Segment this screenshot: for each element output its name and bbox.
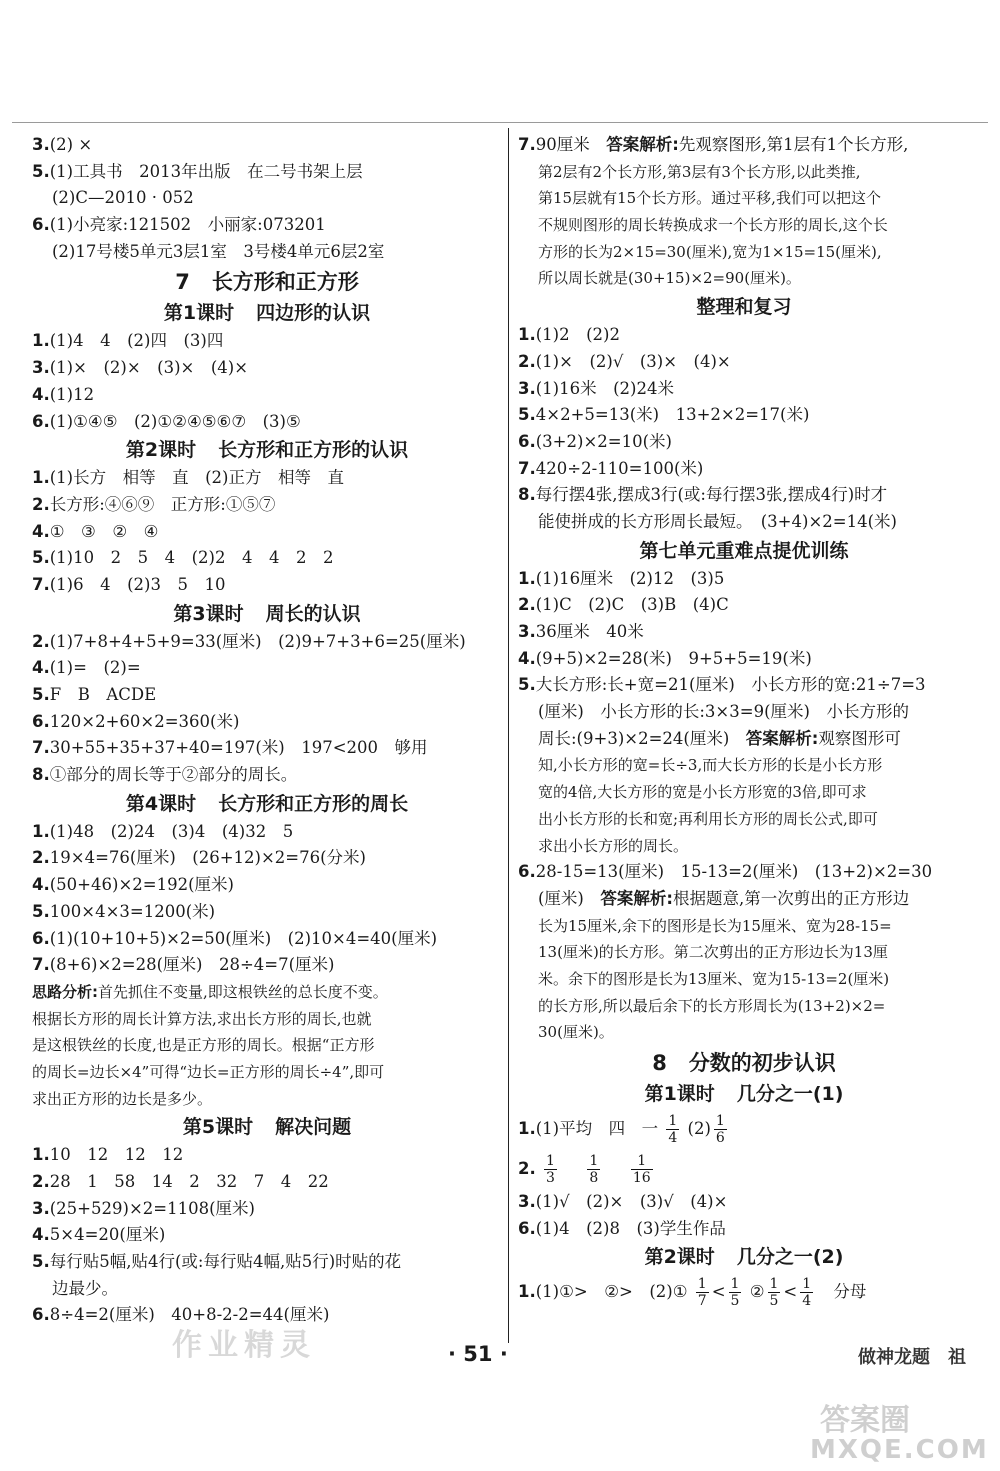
answer-line: 7.30+55+35+37+40=197(米) 197<200 够用 <box>32 738 428 758</box>
answer-line: 能使拼成的长方形周长最短。 (3+4)×2=14(米) <box>538 511 897 531</box>
right-column <box>518 132 970 1312</box>
answer-line: 2.(1)7+8+4+5+9=33(厘米) (2)9+7+3+6=25(厘米) <box>32 631 466 651</box>
watermark: 作业精灵 <box>172 1328 316 1363</box>
section-heading: 第七单元重难点提优训练 <box>639 539 849 562</box>
answer-line: 1.(1)①> ②> (2)① $\frac{1}{7}$ < $\frac{1}{5}$ ② $\frac{1}{5}$ < $\frac{1}{4}$ 分母 <box>518 1276 867 1310</box>
analysis-note: 方形的长为2×15=30(厘米),宽为1×15=15(厘米), <box>538 242 882 261</box>
answer-line: 4.5×4=20(厘米) <box>32 1225 166 1245</box>
analysis-note: 不规则图形的周长转换成求一个长方形的周长,这个长 <box>538 216 888 235</box>
analysis-note: 的周长=边长×4”可得“边长=正方形的周长÷4”,即可 <box>32 1062 385 1081</box>
analysis-note: 所以周长就是(30+15)×2=90(厘米)。 <box>538 269 801 288</box>
analysis-note: 的长方形,所以最后余下的长方形周长为(13+2)×2= <box>538 996 886 1015</box>
watermark: 答案圈 <box>820 1403 910 1438</box>
answer-line: 5.4×2+5=13(米) 13+2×2=17(米) <box>518 405 810 425</box>
answer-line: 6.(3+2)×2=10(米) <box>518 431 672 451</box>
analysis-note: 第15层就有15个长方形。通过平移,我们可以把这个 <box>538 189 881 208</box>
fraction: $\frac{1}{8}$ <box>589 1153 599 1186</box>
lesson-heading: 第3课时 周长的认识 <box>173 602 361 625</box>
fraction: $\frac{1}{5}$ <box>769 1276 779 1310</box>
answer-line: 2.(1)C (2)C (3)B (4)C <box>518 595 729 615</box>
lesson-heading: 第4课时 长方形和正方形的周长 <box>125 792 409 815</box>
answer-line: 1.(1)平均 四 一 $\frac{1}{4}$ (2) $\frac{1}{6}$ <box>518 1113 725 1146</box>
answer-line: 3.(2) × <box>32 135 93 154</box>
answer-line: 4.(9+5)×2=28(米) 9+5+5=19(米) <box>518 648 812 668</box>
header-rule <box>12 122 988 123</box>
fraction: $\frac{1}{5}$ <box>730 1276 740 1310</box>
analysis-note: 是这根铁丝的长度,也是正方形的周长。根据“正方形 <box>32 1036 375 1055</box>
answer-line: 2. $\frac{1}{3}$ $\frac{1}{8}$ $\frac{1}{16}$ <box>518 1153 651 1186</box>
lesson-heading: 第1课时 四边形的认识 <box>163 302 371 325</box>
answer-line: 6.28-15=13(厘米) 15-13=2(厘米) (13+2)×2=30 <box>518 862 933 882</box>
analysis-note: 思路分析:首先抓住不变量,即这根铁丝的总长度不变。 <box>32 982 388 1001</box>
page-number: · 51 · <box>448 1342 508 1366</box>
analysis-note: 求出正方形的边长是多少。 <box>32 1089 213 1108</box>
analysis-note: 求出小长方形的周长。 <box>538 836 689 855</box>
answer-line: 1.(1)2 (2)2 <box>518 325 620 345</box>
answer-line: 4.① ③ ② ④ <box>32 521 159 541</box>
answer-line: 7.420÷2-110=100(米) <box>518 458 704 478</box>
analysis-note: 长为15厘米,余下的图形是长为15厘米、宽为28-15= <box>538 916 892 935</box>
left-column <box>32 132 502 1329</box>
answer-line: 7.(1)6 4 (2)3 5 10 <box>32 574 226 594</box>
answer-line: 6.8÷4=2(厘米) 40+8-2-2=44(厘米) <box>32 1305 330 1325</box>
answer-line: 5.大长方形:长+宽=21(厘米) 小长方形的宽:21÷7=3 <box>518 675 926 695</box>
fraction: $\frac{1}{16}$ <box>632 1153 651 1186</box>
answer-line: 1.(1)48 (2)24 (3)4 (4)32 5 <box>32 821 294 841</box>
answer-line: 1.(1)4 4 (2)四 (3)四 <box>32 331 224 351</box>
answer-line: 6.(1)小亮家:121502 小丽家:073201 <box>32 215 326 235</box>
lesson-heading: 第5课时 解决问题 <box>182 1116 352 1139</box>
answer-line: 6.(1)4 (2)8 (3)学生作品 <box>518 1218 726 1238</box>
lesson-heading: 第1课时 几分之一(1) <box>644 1083 844 1105</box>
section-heading: 整理和复习 <box>696 296 792 319</box>
answer-line: (厘米) 答案解析:根据题意,第一次剪出的正方形边 <box>538 888 910 908</box>
answer-line: 2.(1)× (2)√ (3)× (4)× <box>518 351 731 371</box>
answer-line: 2.长方形:④⑥⑨ 正方形:①⑤⑦ <box>32 494 276 514</box>
analysis-note: 宽的4倍,大长方形的宽是小长方形宽的3倍,即可求 <box>538 783 867 802</box>
answer-line: 5.100×4×3=1200(米) <box>32 901 216 921</box>
answer-line: (2)C—2010 · 052 <box>52 188 194 208</box>
answer-line: 1.10 12 12 12 <box>32 1145 184 1165</box>
analysis-note: 第2层有2个长方形,第3层有3个长方形,以此类推, <box>538 162 861 181</box>
answer-line: 3.(1)16米 (2)24米 <box>518 378 674 398</box>
answer-line: (2)17号楼5单元3层1室 3号楼4单元6层2室 <box>52 241 385 261</box>
answer-line: 2.28 1 58 14 2 32 7 4 22 <box>32 1172 329 1191</box>
watermark: MXQE.COM <box>810 1435 989 1465</box>
analysis-note: 13(厘米)的长方形。第二次剪出的正方形边长为13厘 <box>538 943 888 962</box>
answer-line: 7.(8+6)×2=28(厘米) 28÷4=7(厘米) <box>32 955 335 975</box>
answer-line: 7.90厘米 答案解析:先观察图形,第1层有1个长方形, <box>518 135 909 154</box>
answer-line: 4.(1)12 <box>32 384 95 404</box>
answer-line: 5.(1)10 2 5 4 (2)2 4 4 2 2 <box>32 548 334 568</box>
answer-line: 4.(50+46)×2=192(厘米) <box>32 875 234 895</box>
answer-line: 边最少。 <box>52 1278 118 1298</box>
analysis-note: 米。余下的图形是长为13厘米、宽为15-13=2(厘米) <box>538 969 890 988</box>
answer-line: 3.(1)× (2)× (3)× (4)× <box>32 358 249 378</box>
answer-line: 3.36厘米 40米 <box>518 622 644 641</box>
answer-line: 4.(1)= (2)= <box>32 658 141 678</box>
answer-line: 3.(1)√ (2)× (3)√ (4)× <box>518 1192 728 1211</box>
answer-line: 6.(1)(10+10+5)×2=50(厘米) (2)10×4=40(厘米) <box>32 928 438 948</box>
analysis-note: 出小长方形的长和宽;再利用长方形的周长公式,即可 <box>538 809 878 828</box>
answer-line: 5.F B ACDE <box>32 685 157 704</box>
column-divider <box>508 128 509 1343</box>
answer-line: 1.(1)16厘米 (2)12 (3)5 <box>518 568 725 588</box>
fraction: $\frac{1}{6}$ <box>715 1113 725 1146</box>
chapter-heading: 8 分数的初步认识 <box>652 1051 836 1075</box>
answer-line: 2.19×4=76(厘米) (26+12)×2=76(分米) <box>32 848 366 868</box>
answer-line: 5.每行贴5幅,贴4行(或:每行贴4幅,贴5行)时贴的花 <box>32 1252 402 1272</box>
lesson-heading: 第2课时 长方形和正方形的认识 <box>125 439 409 462</box>
chapter-heading: 7 长方形和正方形 <box>175 270 359 295</box>
answer-line: 8.①部分的周长等于②部分的周长。 <box>32 765 298 785</box>
analysis-note: 30(厘米)。 <box>538 1023 614 1042</box>
fraction: $\frac{1}{7}$ <box>697 1276 707 1310</box>
answer-line: 8.每行摆4张,摆成3行(或:每行摆3张,摆成4行)时才 <box>518 485 888 505</box>
fraction: $\frac{1}{4}$ <box>668 1113 678 1146</box>
answer-line: 1.(1)长方 相等 直 (2)正方 相等 直 <box>32 468 344 488</box>
answer-line: (厘米) 小长方形的长:3×3=9(厘米) 小长方形的 <box>538 702 909 722</box>
analysis-note: 根据长方形的周长计算方法,求出长方形的周长,也就 <box>32 1009 372 1028</box>
footer-brand: 做神龙题 祖 <box>858 1347 966 1368</box>
fraction: $\frac{1}{3}$ <box>546 1153 555 1186</box>
fraction: $\frac{1}{4}$ <box>802 1276 812 1310</box>
answer-line: 6.120×2+60×2=360(米) <box>32 711 240 731</box>
answer-line: 6.(1)①④⑤ (2)①②④⑤⑥⑦ (3)⑤ <box>32 411 301 431</box>
analysis-note: 知,小长方形的宽=长÷3,而大长方形的长是小长方形 <box>538 756 883 775</box>
answer-line: 5.(1)工具书 2013年出版 在二号书架上层 <box>32 161 363 181</box>
lesson-heading: 第2课时 几分之一(2) <box>644 1246 844 1269</box>
answer-line: 周长:(9+3)×2=24(厘米) 答案解析:观察图形可 <box>538 728 901 748</box>
answer-line: 3.(25+529)×2=1108(厘米) <box>32 1198 255 1218</box>
